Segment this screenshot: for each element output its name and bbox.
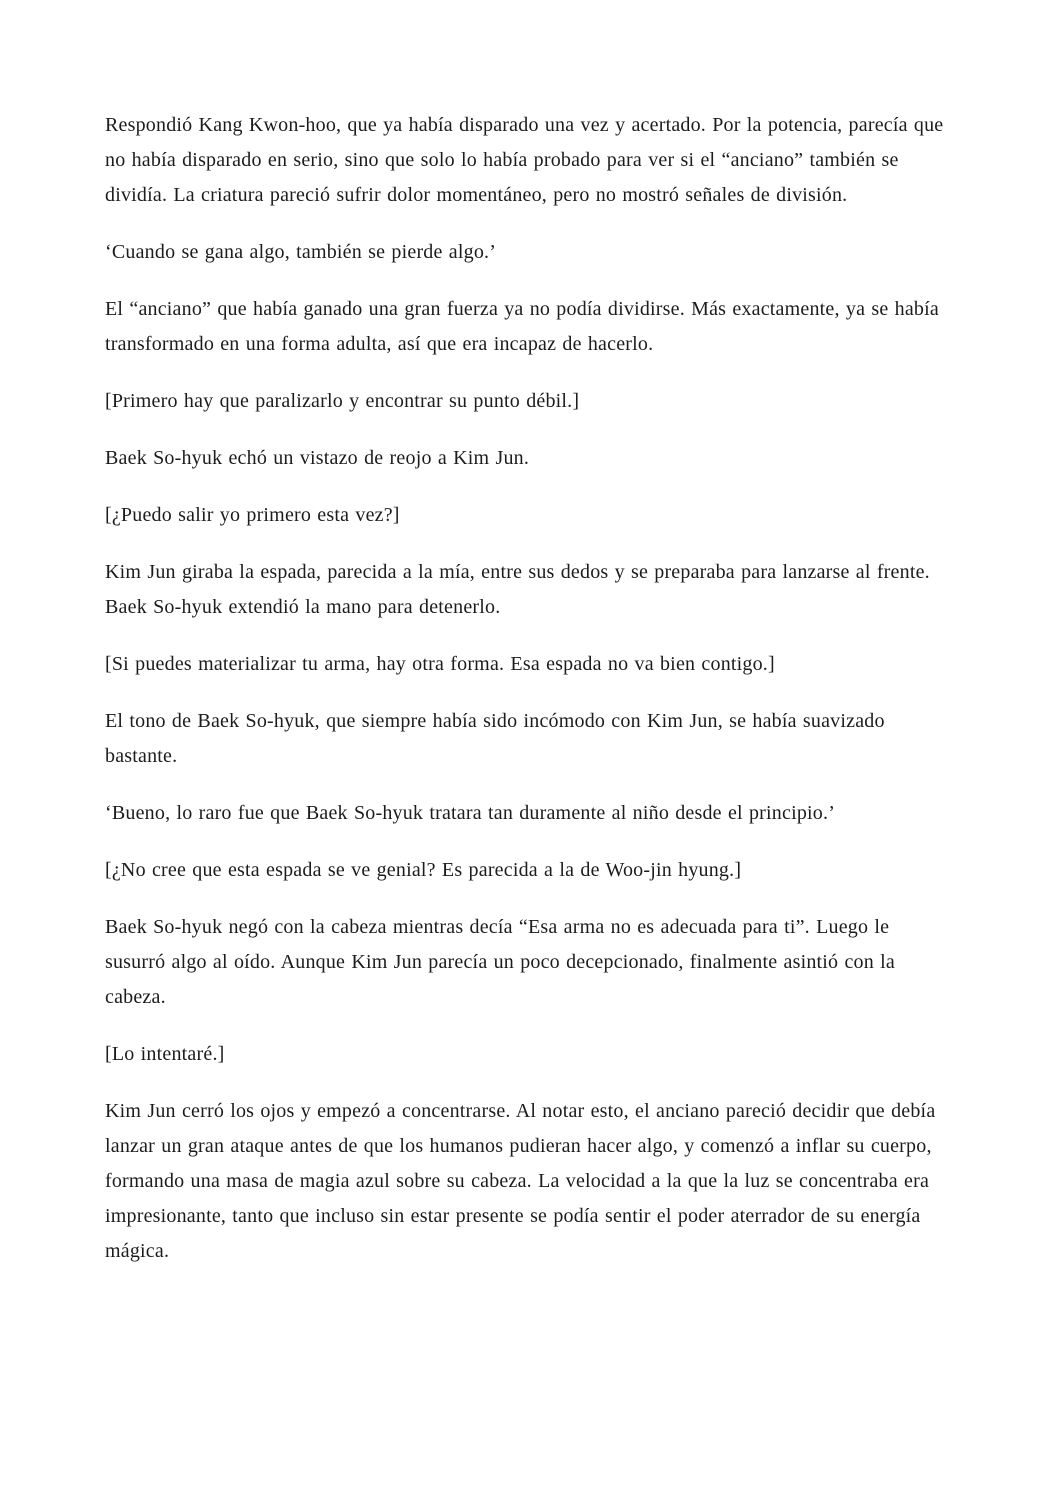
paragraph: Baek So-hyuk negó con la cabeza mientras decía “Esa arma no es adecuada para ti”. Luego le susurró algo al oído. Aunque Kim Jun parecía un poco decepcionado, finalmente asintió con la cabeza.	[105, 916, 895, 1008]
paragraph: [¿No cree que esta espada se ve genial? Es parecida a la de Woo-jin hyung.]	[105, 859, 742, 881]
paragraph: [Lo intentaré.]	[105, 1043, 225, 1065]
paragraph: [Primero hay que paralizarlo y encontrar su punto débil.]	[105, 390, 580, 412]
paragraph: El “anciano” que había ganado una gran fuerza ya no podía dividirse. Más exactamente, ya se había transformado en una forma adulta, así que era incapaz de hacerlo.	[105, 298, 939, 355]
paragraph: Baek So-hyuk echó un vistazo de reojo a Kim Jun.	[105, 447, 530, 469]
paragraph: ‘Bueno, lo raro fue que Baek So-hyuk tratara tan duramente al niño desde el principio.’	[105, 802, 836, 824]
paragraph: ‘Cuando se gana algo, también se pierde algo.’	[105, 241, 497, 263]
paragraph: Kim Jun cerró los ojos y empezó a concentrarse. Al notar esto, el anciano pareció decidir que debía lanzar un gran ataque antes de que los humanos pudieran hacer algo, y comenzó a inflar su cuerpo, formando una masa de magia azul sobre su cabeza. La velocidad a la que la luz se concentraba era impresionante, tanto que incluso sin estar presente se podía sentir el poder aterrador de su energía mágica.	[105, 1100, 936, 1262]
paragraph: [¿Puedo salir yo primero esta vez?]	[105, 504, 400, 526]
paragraph: El tono de Baek So-hyuk, que siempre había sido incómodo con Kim Jun, se había suavizado bastante.	[105, 710, 885, 767]
paragraph: Respondió Kang Kwon-hoo, que ya había disparado una vez y acertado. Por la potencia, parecía que no había disparado en serio, sino que solo lo había probado para ver si el “anciano” también se dividía. La criatura pareció sufrir dolor momentáneo, pero no mostró señales de división.	[105, 114, 944, 206]
paragraph: [Si puedes materializar tu arma, hay otra forma. Esa espada no va bien contigo.]	[105, 653, 775, 675]
paragraph: Kim Jun giraba la espada, parecida a la mía, entre sus dedos y se preparaba para lanzarse al frente. Baek So-hyuk extendió la mano para detenerlo.	[105, 561, 930, 618]
